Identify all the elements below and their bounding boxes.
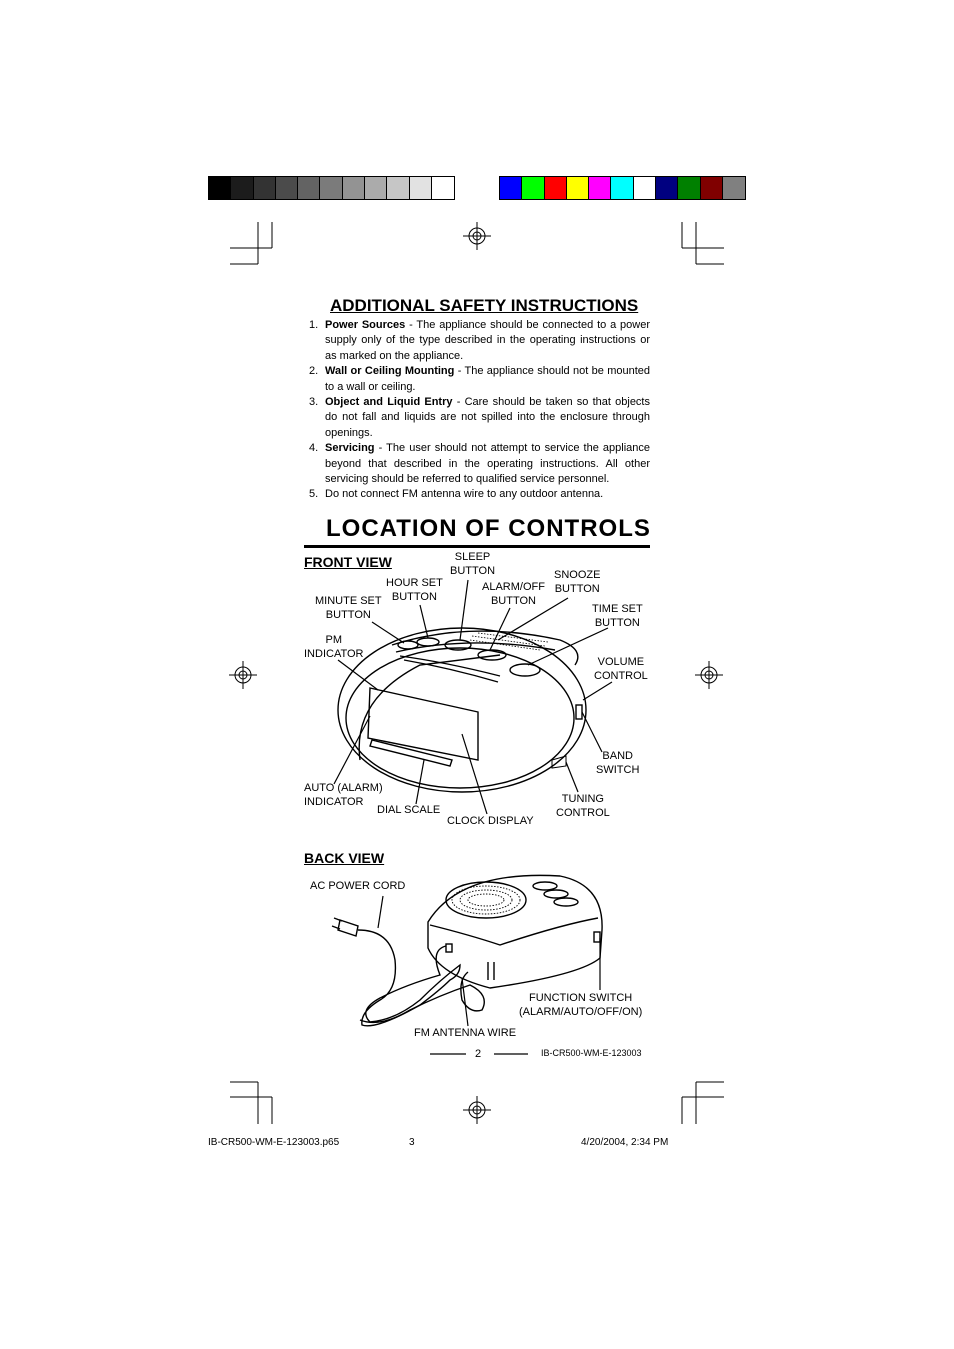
safety-item-number: 4. [309, 442, 319, 455]
controls-heading: LOCATION OF CONTROLS [326, 515, 651, 542]
registration-target-icon [229, 661, 257, 689]
safety-item [304, 487, 650, 502]
safety-item [304, 364, 650, 395]
safety-item-text: - Care should be taken so that objects do not fall and liquids are not spilled into the enclosure through openings. [325, 396, 650, 439]
label-volume-control: VOLUME CONTROL [594, 656, 648, 682]
label-pm-indicator: PM INDICATOR [304, 634, 364, 660]
safety-item-number: 3. [309, 396, 319, 409]
label-tuning-control: TUNING CONTROL [556, 793, 610, 819]
safety-item [304, 441, 650, 487]
sheet-number: 3 [409, 1137, 415, 1148]
registration-target-icon [463, 1096, 491, 1124]
controls-heading-rule [304, 545, 650, 548]
label-clock-display: CLOCK DISPLAY [447, 815, 534, 827]
safety-item-number: 1. [309, 319, 319, 331]
back-view-heading: BACK VIEW [304, 850, 385, 866]
safety-item [304, 395, 650, 441]
safety-item-text: - The user should not attempt to service the appliance beyond that described in the operating instructions. All other servicing should be referred to qualified service personnel. [325, 442, 650, 486]
safety-item-title: Object and Liquid Entry [325, 396, 453, 409]
file-name: IB-CR500-WM-E-123003.p65 [208, 1137, 340, 1148]
label-function-switch: FUNCTION SWITCH (ALARM/AUTO/OFF/ON) [519, 992, 643, 1018]
safety-heading: ADDITIONAL SAFETY INSTRUCTIONS [330, 296, 639, 315]
front-view-drawing [338, 628, 586, 792]
print-timestamp: 4/20/2004, 2:34 PM [581, 1137, 669, 1148]
safety-item-text: - The appliance should be connected to a power supply only of the type described in the operating instructions or as marked on the appliance. [325, 319, 650, 362]
safety-item-title: Power Sources [325, 319, 406, 331]
registration-target-icon [695, 661, 723, 689]
front-view-heading: FRONT VIEW [304, 554, 392, 570]
label-fm-antenna-wire: FM ANTENNA WIRE [414, 1027, 517, 1039]
label-band-switch: BAND SWITCH [596, 750, 640, 776]
safety-item-title: Servicing [325, 442, 375, 455]
label-snooze-button: SNOOZE BUTTON [554, 569, 601, 595]
label-hour-set-button: HOUR SET BUTTON [386, 577, 443, 603]
safety-item [304, 318, 650, 364]
doc-code: IB-CR500-WM-E-123003 [541, 1048, 642, 1058]
safety-item-text: - The appliance should not be mounted to a wall or ceiling. [325, 365, 650, 393]
page-number: 2 [475, 1048, 482, 1060]
label-time-set-button: TIME SET BUTTON [592, 603, 643, 629]
label-alarm-off-button: ALARM/OFF BUTTON [482, 581, 545, 607]
label-auto-alarm-indicator: AUTO (ALARM) INDICATOR [304, 782, 383, 808]
registration-target-icon [463, 222, 491, 250]
label-sleep-button: SLEEP BUTTON [450, 551, 496, 577]
safety-item-number: 2. [309, 365, 319, 378]
label-ac-power-cord: AC POWER CORD [310, 880, 406, 892]
safety-list [304, 318, 650, 503]
safety-item-title: Wall or Ceiling Mounting [325, 365, 455, 378]
label-dial-scale: DIAL SCALE [377, 804, 441, 816]
safety-item-number: 5. [309, 488, 319, 501]
safety-item-text: Do not connect FM antenna wire to any outdoor antenna. [325, 488, 604, 501]
label-minute-set-button: MINUTE SET BUTTON [315, 595, 382, 621]
